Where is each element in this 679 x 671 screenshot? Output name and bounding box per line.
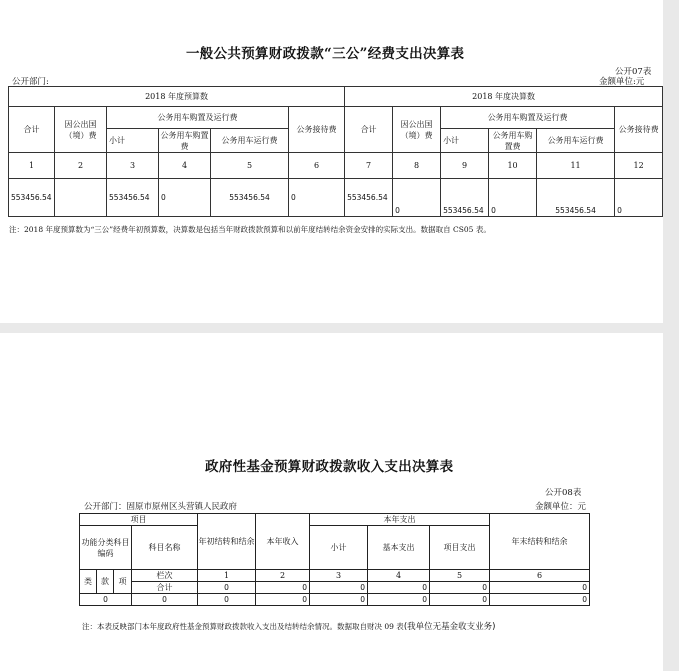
index-cell: 6	[490, 570, 590, 582]
index-label: 栏次	[132, 570, 198, 582]
index-cell: 2	[55, 153, 107, 179]
department-label: 公开部门:	[12, 77, 49, 87]
index-cell: 10	[489, 153, 537, 179]
value-cell: 0	[256, 594, 310, 606]
col-func-code: 功能分类科目编码	[80, 526, 132, 570]
col-running: 公务用车运行费	[211, 129, 289, 153]
note-text: 注：本表反映部门本年度政府性基金预算财政拨款收入支出及结转结余情况。数据取自财决 09 表	[82, 622, 404, 631]
col-total-actual: 合计	[345, 107, 393, 153]
col-subject: 科目名称	[132, 526, 198, 570]
fund-table	[79, 513, 590, 606]
index-cell: 3	[310, 570, 368, 582]
index-cell: 11	[537, 153, 615, 179]
index-cell: 8	[393, 153, 441, 179]
amount-unit: 金额单位:元	[599, 77, 645, 87]
page-title: 政府性基金预算财政拨款收入支出决算表	[205, 459, 454, 475]
value-cell: 0	[490, 594, 590, 606]
index-cell: 1	[198, 570, 256, 582]
col-item: 项目	[80, 514, 198, 526]
amount-unit: 金额单位：元	[535, 502, 587, 512]
budget-header: 2018 年度预算数	[9, 87, 345, 107]
row-subject: 0	[132, 594, 198, 606]
form-number: 公开08表	[545, 488, 582, 498]
col-basic: 基本支出	[368, 526, 430, 570]
col-subtotal-actual: 小计	[441, 129, 489, 153]
col-income: 本年收入	[256, 514, 310, 570]
total-cell: 0	[256, 582, 310, 594]
value-cell: 0	[289, 179, 345, 217]
col-reception-actual: 公务接待费	[615, 107, 663, 153]
total-cell: 0	[310, 582, 368, 594]
index-cell: 1	[9, 153, 55, 179]
page-title: 一般公共预算财政拨款“三公”经费支出决算表	[186, 46, 465, 62]
col-carryover-begin: 年初结转和结余	[198, 514, 256, 570]
table-note: 注：2018 年度预算数为“三公”经费年初预算数，决算数是包括当年财政拨款预算和以前年度结转结余资金安排的实际支出。数据取自 CS05 表。	[9, 225, 491, 234]
total-cell: 0	[430, 582, 490, 594]
table-note	[82, 614, 495, 633]
total-cell: 0	[368, 582, 430, 594]
index-cell: 5	[430, 570, 490, 582]
col-expense-group: 本年支出	[310, 514, 490, 526]
value-cell: 553456.54	[537, 179, 615, 217]
index-cell: 4	[159, 153, 211, 179]
total-cell: 0	[490, 582, 590, 594]
actual-header: 2018 年度决算数	[345, 87, 663, 107]
value-cell: 0	[159, 179, 211, 217]
value-cell: 0	[368, 594, 430, 606]
index-cell: 3	[107, 153, 159, 179]
department-label: 公开部门：固原市原州区头营镇人民政府	[84, 502, 238, 512]
col-project: 项目支出	[430, 526, 490, 570]
code-item: 项	[114, 570, 132, 594]
value-cell: 553456.54	[107, 179, 159, 217]
index-cell: 9	[441, 153, 489, 179]
value-cell: 0	[430, 594, 490, 606]
col-vehicle-group-actual: 公务用车购置及运行费	[441, 107, 615, 129]
col-subtotal: 小计	[310, 526, 368, 570]
col-purchase: 公务用车购置费	[160, 130, 209, 151]
form-number: 公开07表	[615, 67, 652, 77]
col-carryover-end: 年末结转和结余	[490, 514, 590, 570]
sangong-table	[8, 86, 663, 217]
row-code: 0	[80, 594, 132, 606]
value-cell: 553456.54	[9, 179, 55, 217]
value-cell: 0	[310, 594, 368, 606]
value-cell: 553456.54	[345, 179, 393, 217]
col-total: 合计	[9, 107, 55, 153]
value-cell	[55, 179, 107, 217]
index-cell: 4	[368, 570, 430, 582]
index-cell: 5	[211, 153, 289, 179]
col-reception: 公务接待费	[289, 107, 345, 153]
value-cell: 0	[198, 594, 256, 606]
index-cell: 2	[256, 570, 310, 582]
value-cell: 0	[393, 179, 441, 217]
col-abroad: 因公出国（境）费	[55, 107, 107, 153]
code-section: 款	[97, 570, 114, 594]
col-abroad-actual: 因公出国（境）费	[393, 107, 441, 153]
index-cell: 7	[345, 153, 393, 179]
col-subtotal: 小计	[107, 129, 159, 153]
code-class: 类	[80, 570, 97, 594]
value-cell: 553456.54	[211, 179, 289, 217]
index-cell: 6	[289, 153, 345, 179]
total-cell: 0	[198, 582, 256, 594]
page-fund-report	[0, 333, 663, 671]
value-cell: 0	[489, 179, 537, 217]
col-running-actual: 公务用车运行费	[537, 129, 615, 153]
col-vehicle-group: 公务用车购置及运行费	[107, 107, 289, 129]
total-label: 合计	[132, 582, 198, 594]
note-bold: (我单位无基金收支业务)	[403, 622, 496, 632]
value-cell: 553456.54	[441, 179, 489, 217]
value-cell: 0	[615, 179, 663, 217]
page-sangong-report	[0, 0, 663, 323]
index-cell: 12	[615, 153, 663, 179]
col-purchase-actual: 公务用车购置费	[489, 129, 537, 153]
